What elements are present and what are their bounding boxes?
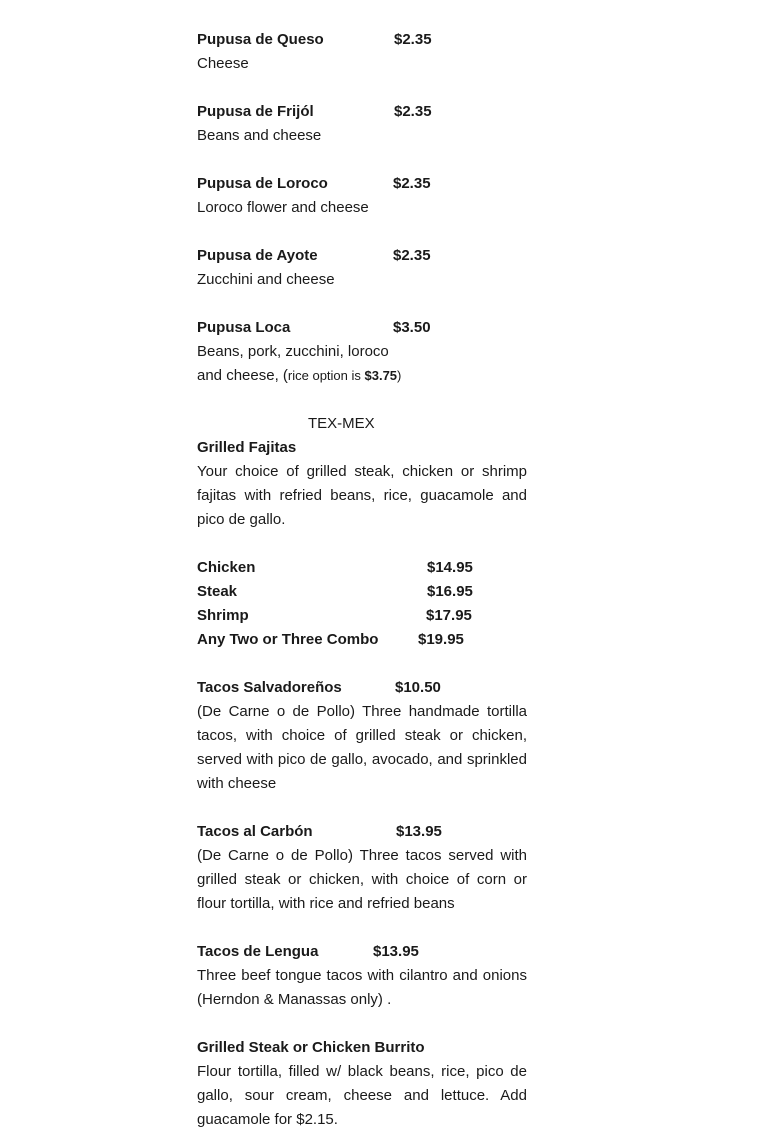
item-description (197, 364, 527, 388)
menu-item-title (197, 28, 527, 52)
menu-item-title (197, 244, 527, 268)
menu-item-title (197, 820, 527, 844)
item-name: Tacos Salvadoreños (197, 679, 342, 696)
desc-text: and cheese, ( (197, 367, 288, 384)
rice-price: $3.75 (364, 368, 398, 383)
menu-item-title (197, 676, 527, 700)
option-name: Steak (197, 583, 238, 600)
item-price: $3.50 (393, 319, 431, 336)
option-price: $14.95 (427, 559, 473, 576)
item-description (197, 0, 527, 4)
fajita-option (197, 628, 527, 652)
menu-item-title (197, 172, 527, 196)
item-price: $2.35 (394, 31, 432, 48)
option-name: Shrimp (197, 607, 249, 624)
item-name: Pupusa de Frijól (197, 103, 314, 120)
item-description: Zucchini and cheese (197, 271, 335, 288)
item-description: Your choice of grilled steak, chicken or shrimp fajitas with refried beans, rice, guacamole and pico de gallo. (197, 463, 527, 528)
item-price: $13.95 (373, 943, 419, 960)
item-name: Grilled Steak or Chicken Burrito (197, 1039, 425, 1056)
rice-note: rice option is (287, 368, 365, 383)
fajita-option (197, 604, 527, 628)
menu-item-title (197, 940, 527, 964)
option-price: $17.95 (426, 607, 472, 624)
item-name: Pupusa de Queso (197, 31, 324, 48)
option-price: $16.95 (427, 583, 473, 600)
section-heading: TEX-MEX (308, 415, 375, 432)
item-price: $2.35 (393, 175, 431, 192)
option-name: Any Two or Three Combo (197, 631, 379, 648)
item-price: $13.95 (396, 823, 442, 840)
item-name: Pupusa Loca (197, 319, 291, 336)
item-name: Tacos de Lengua (197, 943, 319, 960)
menu-item-title (197, 316, 527, 340)
item-name: Pupusa de Ayote (197, 247, 318, 264)
fajita-option (197, 580, 527, 604)
item-name: Pupusa de Loroco (197, 175, 328, 192)
item-description: Cheese (197, 55, 249, 72)
fajita-option (197, 556, 527, 580)
item-name: Grilled Fajitas (197, 439, 297, 456)
item-description: Three beef tongue tacos with cilantro and onions (Herndon & Manassas only) . (197, 967, 527, 1008)
item-description: (De Carne o de Pollo) Three tacos served with grilled steak or chicken, with choice of corn or flour tortilla, with rice and refried beans (197, 847, 527, 912)
item-name: Tacos al Carbón (197, 823, 313, 840)
option-price: $19.95 (418, 631, 464, 648)
item-description: Beans, pork, zucchini, loroco (197, 343, 389, 360)
item-description: (De Carne o de Pollo) Three handmade tortilla tacos, with choice of grilled steak or chicken, served with pico de gallo, avocado, and sprinkled with cheese (197, 703, 527, 792)
menu-item-title (197, 100, 527, 124)
item-description: Beans and cheese (197, 127, 322, 144)
item-price: $2.35 (394, 103, 432, 120)
menu-column (197, 0, 527, 1132)
option-name: Chicken (197, 559, 256, 576)
item-price: $2.35 (393, 247, 431, 264)
item-price: $10.50 (395, 679, 441, 696)
item-description: Flour tortilla, filled w/ black beans, rice, pico de gallo, sour cream, cheese and lettuce. Add guacamole for $2.15. (197, 1063, 527, 1128)
item-description: Loroco flower and cheese (197, 199, 369, 216)
desc-text: ) (397, 368, 402, 383)
